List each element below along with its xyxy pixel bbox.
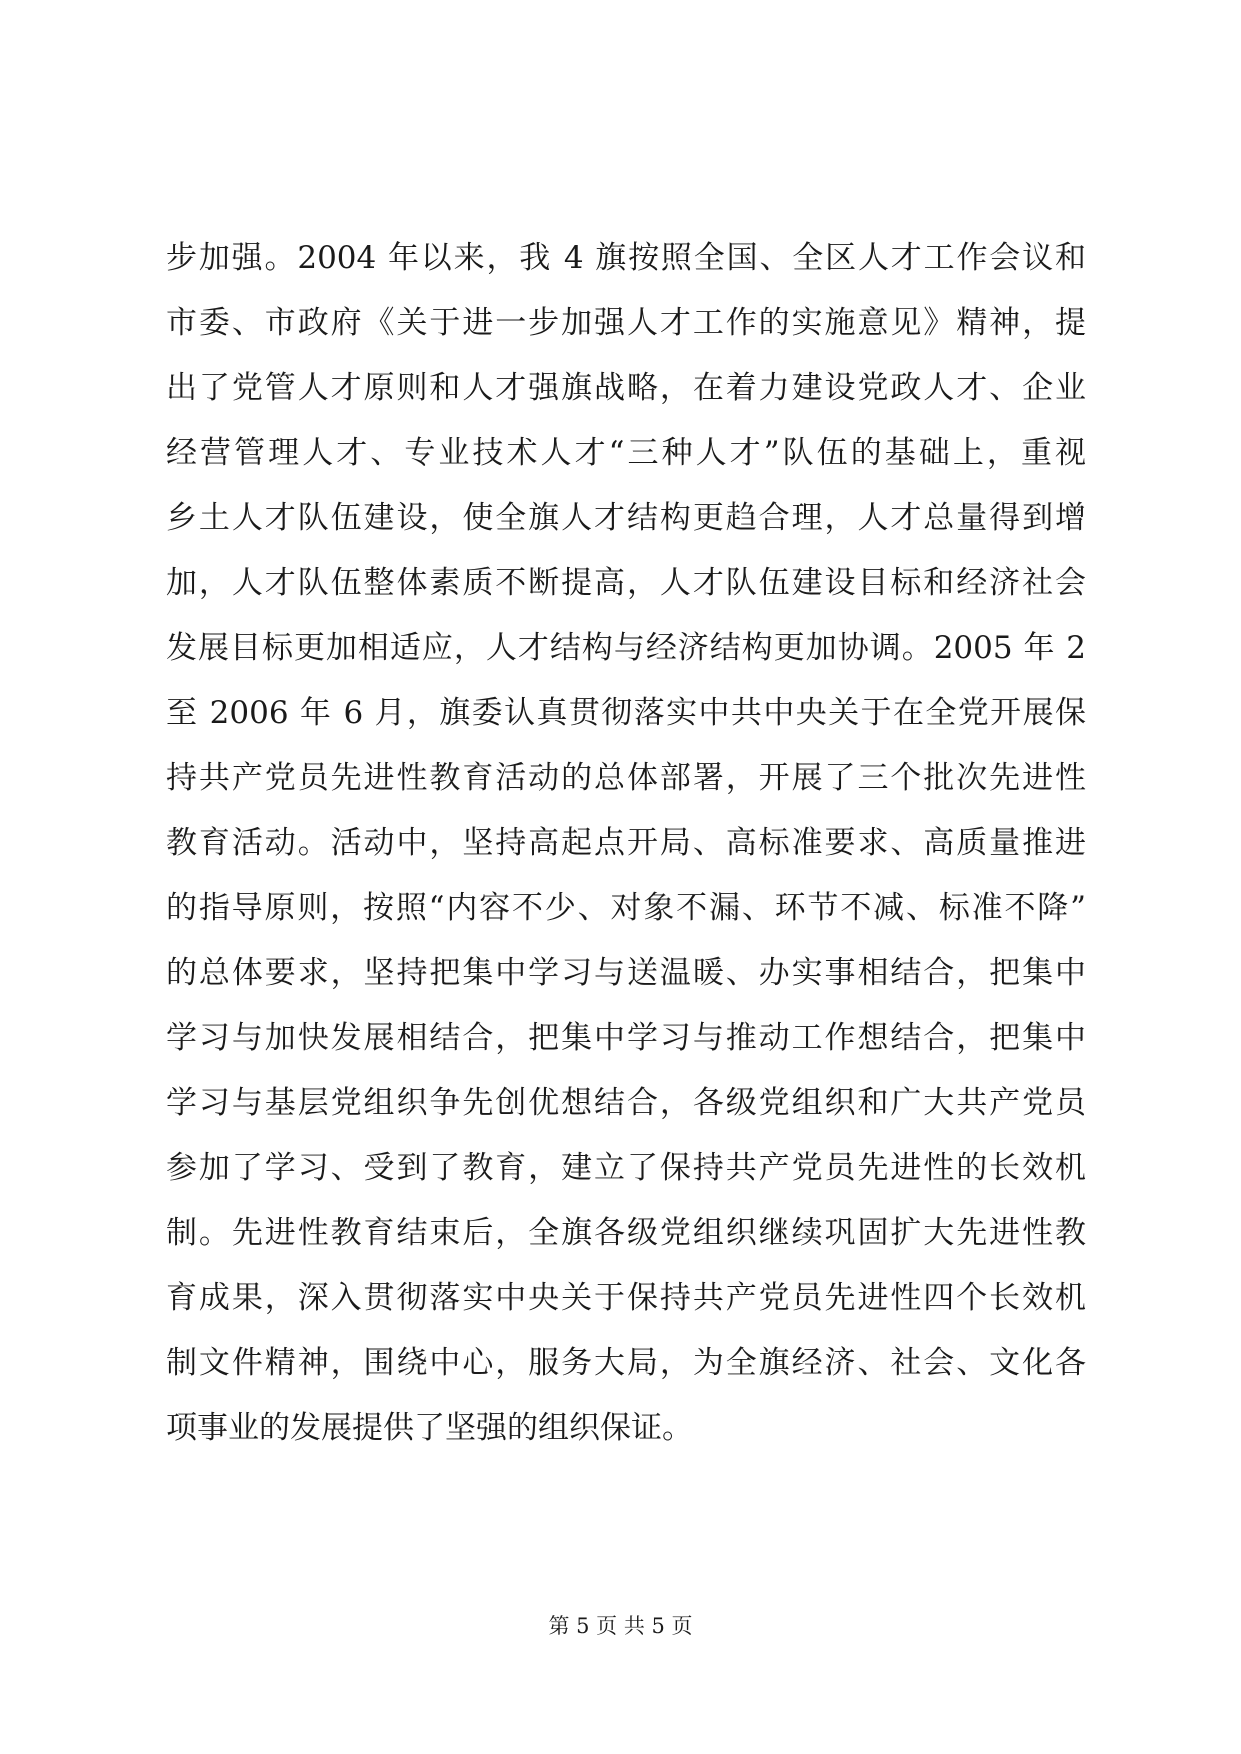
text-line-2: 市委、市政府《关于进一步加强人才工作的实施意见》精神，提	[166, 305, 1086, 341]
text-line-13: 学习与加快发展相结合，把集中学习与推动工作想结合，把集中	[166, 1020, 1086, 1056]
text-line-8: 至 2006 年 6 月，旗委认真贯彻落实中共中央关于在全党开展保	[166, 695, 1086, 731]
text-line-16: 制。先进性教育结束后，全旗各级党组织继续巩固扩大先进性教	[166, 1215, 1086, 1251]
text-line-1: 步加强。2004 年以来，我 4 旗按照全国、全区人才工作会议和	[166, 240, 1086, 276]
text-line-19: 项事业的发展提供了坚强的组织保证。	[166, 1410, 693, 1446]
text-line-6: 加，人才队伍整体素质不断提高，人才队伍建设目标和经济社会	[166, 565, 1086, 601]
text-line-7: 发展目标更加相适应，人才结构与经济结构更加协调。2005 年 2	[166, 630, 1086, 666]
text-line-12: 的总体要求，坚持把集中学习与送温暖、办实事相结合，把集中	[166, 955, 1086, 991]
text-line-3: 出了党管人才原则和人才强旗战略，在着力建设党政人才、企业	[166, 370, 1086, 406]
text-line-11: 的指导原则，按照“内容不少、对象不漏、环节不减、标准不降”	[166, 890, 1086, 926]
text-line-14: 学习与基层党组织争先创优想结合，各级党组织和广大共产党员	[166, 1085, 1086, 1121]
page-footer	[0, 1610, 1241, 1640]
body-paragraph	[166, 226, 1086, 1461]
page-number-label: 第 5 页 共 5 页	[548, 1614, 693, 1638]
text-line-18: 制文件精神，围绕中心，服务大局，为全旗经济、社会、文化各	[166, 1345, 1086, 1381]
text-line-9: 持共产党员先进性教育活动的总体部署，开展了三个批次先进性	[166, 760, 1086, 796]
text-line-4: 经营管理人才、专业技术人才“三种人才”队伍的基础上，重视	[166, 435, 1086, 471]
text-line-5: 乡土人才队伍建设，使全旗人才结构更趋合理，人才总量得到增	[166, 500, 1086, 536]
text-line-17: 育成果，深入贯彻落实中央关于保持共产党员先进性四个长效机	[166, 1280, 1086, 1316]
text-line-15: 参加了学习、受到了教育，建立了保持共产党员先进性的长效机	[166, 1150, 1086, 1186]
text-line-10: 教育活动。活动中，坚持高起点开局、高标准要求、高质量推进	[166, 825, 1086, 861]
